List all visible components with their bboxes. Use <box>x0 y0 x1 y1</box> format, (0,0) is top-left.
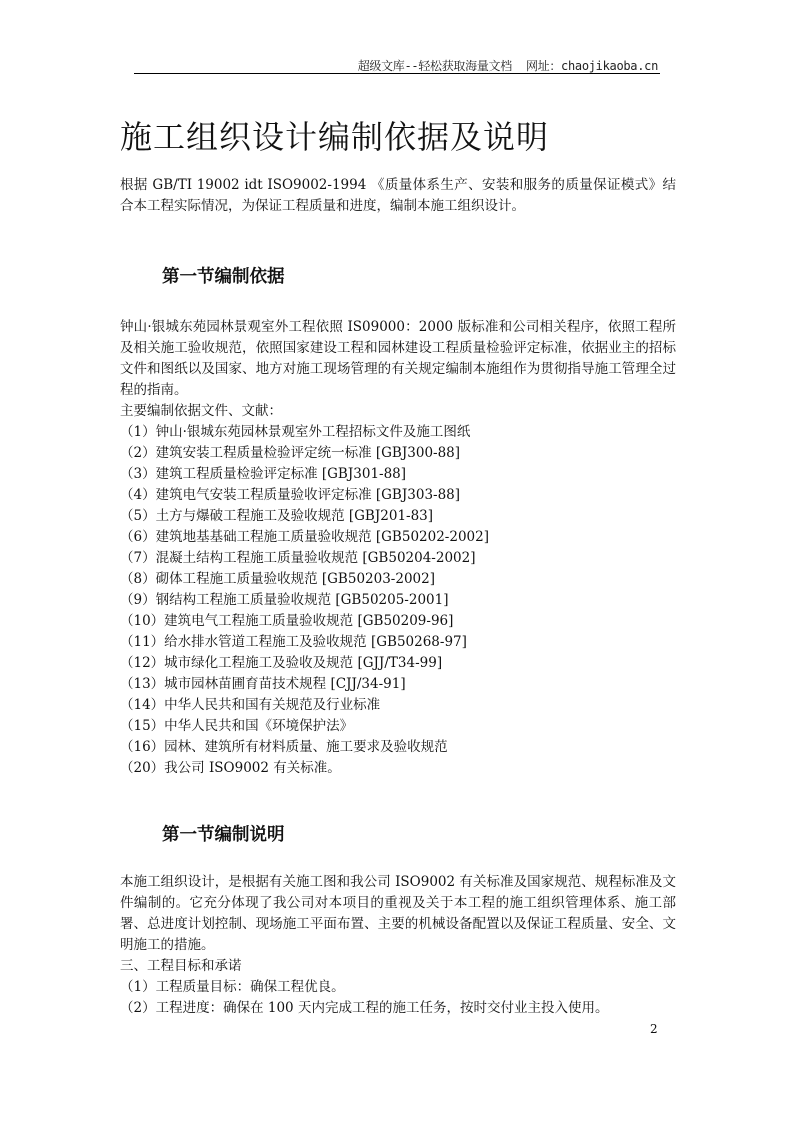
list-item: （3）建筑工程质量检验评定标准 [GBJ301-88] <box>120 466 407 482</box>
list-item: （1）钟山·银城东苑园林景观室外工程招标文件及施工图纸 <box>120 424 471 440</box>
list-item: （12）城市绿化工程施工及验收及规范 [GJJ/T34-99] <box>120 655 443 671</box>
list-item: （9）钢结构工程施工质量验收规范 [GB50205-2001] <box>120 592 449 608</box>
reference-list <box>120 422 676 779</box>
list-item: （1）工程质量目标：确保工程优良。 <box>120 979 345 995</box>
list-item: （20）我公司 ISO9002 有关标准。 <box>120 760 341 776</box>
list-item: （16）园林、建筑所有材料质量、施工要求及验收规范 <box>120 739 448 755</box>
section1-body <box>120 317 676 779</box>
document-title: 施工组织设计编制依据及说明 <box>120 118 550 156</box>
intro-paragraph: 根据 GB/TI 19002 idt ISO9002-1994 《质量体系生产、安装和服务的质量保证模式》结合本工程实际情况，为保证工程质量和进度，编制本施工组织设计。 <box>120 177 676 214</box>
list-item: （7）混凝土结构工程施工质量验收规范 [GB50204-2002] <box>120 550 476 566</box>
list-item: （6）建筑地基基础工程施工质量验收规范 [GB50202-2002] <box>120 529 489 545</box>
section1-paragraph: 钟山·银城东苑园林景观室外工程依照 IS09000：2000 版标准和公司相关程序，依照工程所及相关施工验收规范，依照国家建设工程和园林建设工程质量检验评定标准，依据业主的招标文件和图纸以及国家、地方对施工现场管理的有关规定编制本施组作为贯彻指导施工管理全过程的指南。 <box>120 319 676 398</box>
list-item: （2）工程进度：确保在 100 天内完成工程的施工任务，按时交付业主投入使用。 <box>120 1000 609 1016</box>
section2-heading: 第一节编制说明 <box>162 825 285 845</box>
header-rule <box>134 73 660 74</box>
page-header <box>344 57 658 74</box>
list-item: 三、工程目标和承诺 <box>120 958 242 974</box>
section2-body <box>120 872 676 1019</box>
list-item: （5）土方与爆破工程施工及验收规范 [GBJ201-83] <box>120 508 434 524</box>
list-item: （14）中华人民共和国有关规范及行业标准 <box>120 697 381 713</box>
list-item: （4）建筑电气安装工程质量验收评定标准 [GBJ303-88] <box>120 487 461 503</box>
list-item: （15）中华人民共和国《环境保护法》 <box>120 718 354 734</box>
header-url: 网址：chaojikaoba.cn <box>525 59 658 73</box>
page-number: 2 <box>650 1022 658 1036</box>
section1-heading: 第一节编制依据 <box>162 267 285 287</box>
section2-paragraph: 本施工组织设计，是根据有关施工图和我公司 ISO9002 有关标准及国家规范、规程标准及文件编制的。它充分体现了我公司对本项目的重视及关于本工程的施工组织管理体系、施工部署、总进度计划控制、现场施工平面布置、主要的机械设备配置以及保证工程质量、安全、文明施工的措施。 <box>120 874 676 953</box>
list-item: （2）建筑安装工程质量检验评定统一标准 [GBJ300-88] <box>120 445 461 461</box>
list-item: （13）城市园林苗圃育苗技术规程 [CJJ/34-91] <box>120 676 406 692</box>
list-item: （8）砌体工程施工质量验收规范 [GB50203-2002] <box>120 571 435 587</box>
list-title: 主要编制依据文件、文献： <box>120 403 282 419</box>
header-site: 超级文库--轻松获取海量文档 <box>357 59 512 73</box>
list-item: （10）建筑电气工程施工质量验收规范 [GB50209-96] <box>120 613 454 629</box>
list-item: （11）给水排水管道工程施工及验收规范 [GB50268-97] <box>120 634 467 650</box>
targets-list <box>120 956 676 1019</box>
